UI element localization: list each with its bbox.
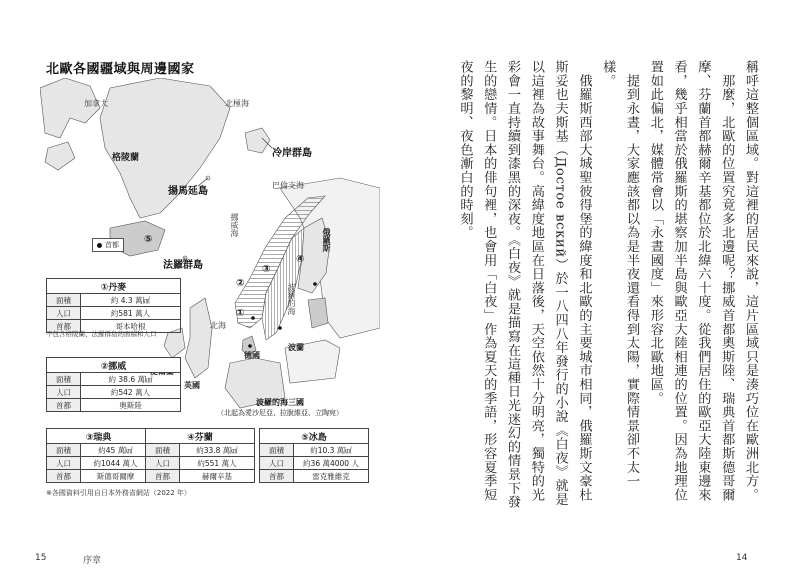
capital-legend bbox=[92, 238, 124, 252]
label-north-sea: 北海 bbox=[210, 321, 226, 330]
table-row: 首都 雷克雅維克 bbox=[260, 470, 369, 483]
baltic-states-note bbox=[205, 398, 355, 418]
table-header: ③瑞典 bbox=[47, 429, 151, 444]
table-row: 首都 哥本哈根 bbox=[47, 320, 181, 333]
paragraph: 提到永晝，大家應該都以為是半夜還看得到太陽，實際情景卻不太一樣。 bbox=[600, 60, 640, 488]
table-row: 人口 約551 萬人 bbox=[146, 457, 255, 470]
baltic-title: 波羅的海三國 bbox=[256, 398, 304, 407]
capital-marker bbox=[313, 282, 317, 286]
label-germany: 德國 bbox=[244, 351, 260, 360]
baltic-subtitle: （北起為愛沙尼亞、拉脫維亞、立陶宛） bbox=[217, 408, 343, 417]
capital-marker bbox=[251, 316, 255, 320]
marker-iceland: ⑤ bbox=[144, 234, 153, 245]
table-header: ④芬蘭 bbox=[146, 429, 255, 444]
table-header: ②挪威 bbox=[47, 358, 181, 373]
chapter-label: 序章 bbox=[83, 556, 102, 566]
table-row: 首都 赫爾辛基 bbox=[146, 470, 255, 483]
baltic-states-shape bbox=[308, 298, 328, 328]
label-norwegian-sea: 挪威海 bbox=[230, 213, 239, 237]
vertical-body-text bbox=[452, 60, 762, 510]
table-row: 面積 約 4.3 萬㎢ bbox=[47, 294, 181, 307]
table-finland bbox=[145, 428, 255, 483]
table-row: 面積 約 38.6 萬㎢ bbox=[47, 373, 181, 386]
table-sweden bbox=[46, 428, 151, 483]
page-number-left: 15 bbox=[35, 553, 47, 563]
capital-legend-label: 首都 bbox=[105, 241, 119, 249]
label-baltic-sea: 波羅的海 bbox=[287, 283, 296, 315]
table-header: ①丹麥 bbox=[47, 279, 181, 294]
marker-finland: ④ bbox=[296, 254, 305, 265]
denmark-note: 不包含格陵蘭、法羅群島的面積和人口 bbox=[46, 330, 157, 338]
label-poland: 波蘭 bbox=[288, 343, 304, 352]
table-norway bbox=[46, 357, 181, 412]
canada-island-shape bbox=[45, 142, 75, 170]
greenland-shape bbox=[100, 78, 230, 218]
svalbard-shape bbox=[245, 128, 270, 153]
table-row: 首都 斯德哥爾摩 bbox=[47, 470, 151, 483]
label-faroe: 法羅群島 bbox=[163, 260, 203, 271]
paragraph: 俄羅斯西部大城聖彼得堡的緯度和北歐的主要城市相同，俄羅斯文豪杜斯妥也夫斯基（Достое вский）於一八四八年發行的小說《白夜》就是以這裡為故事舞台。高緯度地區在日落後，天空依然十分明亮，獨特的光彩會一直持續到漆黑的深夜。《白夜》就是描寫在這種日光迷幻的情景下發生的戀情。日本的俳句裡，也會用「白夜」作為夏天的季語，形容夏季短夜的黎明、夜色漸白的時刻。 bbox=[457, 60, 592, 509]
capital-marker bbox=[248, 344, 252, 348]
table-header: ⑤冰島 bbox=[260, 429, 369, 444]
label-barents-sea: 巴倫支海 bbox=[272, 181, 304, 190]
table-row: 人口 約581 萬人 bbox=[47, 307, 181, 320]
table-row: 面積 約45 萬㎢ bbox=[47, 444, 151, 457]
label-jan-mayen: 揚馬延島 bbox=[168, 186, 208, 197]
table-iceland bbox=[259, 428, 369, 483]
label-uk: 英國 bbox=[184, 381, 200, 390]
page-number-right: 14 bbox=[736, 553, 748, 563]
table-row: 人口 約1044 萬人 bbox=[47, 457, 151, 470]
uk-shape bbox=[185, 298, 212, 378]
capital-dot-icon bbox=[97, 243, 102, 248]
label-canada: 加拿大 bbox=[84, 99, 108, 108]
label-russia: 俄羅斯 bbox=[322, 228, 331, 252]
paragraph: 那麼，北歐的位置究竟多北邊呢？挪威首都奧斯陸、瑞典首都斯德哥爾摩、芬蘭首都赫爾辛基都位於北緯六十度。從我們居住的歐亞大陸東邊來看，幾乎相當於俄羅斯的堪察加半島與歐亞大陸相連的位置。因為地理位置如此偏北，媒體常會以「永晝國度」來形容北歐地區。 bbox=[647, 60, 735, 502]
right-page bbox=[400, 0, 799, 588]
paragraph: 稱呼這整個區域。對這裡的居民來說，這片區域只是湊巧位在歐洲北方。 bbox=[743, 60, 758, 502]
source-note: ※各國資料引用自日本外務省網站（2022 年） bbox=[46, 489, 191, 497]
table-row: 首都 奧斯陸 bbox=[47, 399, 181, 412]
table-row: 人口 約542 萬人 bbox=[47, 386, 181, 399]
map-title: 北歐各國疆域與周邊國家 bbox=[46, 62, 195, 77]
label-svalbard: 冷岸群島 bbox=[272, 148, 312, 159]
capital-marker bbox=[278, 326, 282, 330]
table-row: 面積 約33.8 萬㎢ bbox=[146, 444, 255, 457]
label-greenland: 格陵蘭 bbox=[112, 153, 140, 163]
table-denmark bbox=[46, 278, 181, 333]
label-arctic-ocean: 北極海 bbox=[225, 99, 249, 108]
marker-sweden: ③ bbox=[262, 264, 271, 275]
table-row: 人口 約36 萬4000 人 bbox=[260, 457, 369, 470]
marker-denmark: ① bbox=[236, 308, 245, 319]
table-row: 面積 約10.3 萬㎢ bbox=[260, 444, 369, 457]
marker-norway: ② bbox=[236, 278, 245, 289]
